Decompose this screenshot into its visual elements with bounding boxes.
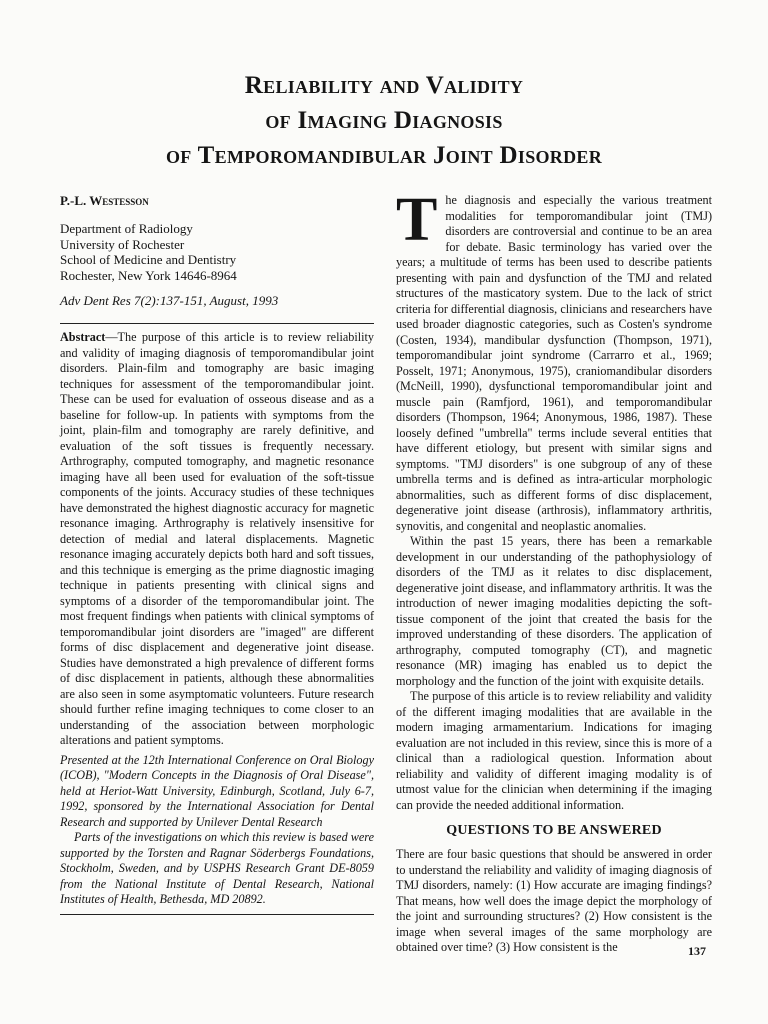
intro-paragraph-1	[396, 186, 712, 534]
affiliation-school: School of Medicine and Dentistry	[60, 252, 237, 268]
intro-paragraph-3: The purpose of this article is to review reliability and validity of the different imaging modalities that are available in the modern imaging armamentarium. Indications for imaging evaluation are not included in this review, since this is more of a clinical than a radiological question. Information about reliability and validity of different imaging modality is of utmost value for the clinician when determining if the imaging can provide the needed additional information.	[396, 689, 712, 812]
author-surname: Westesson	[89, 193, 149, 208]
affiliation-university: University of Rochester	[60, 236, 185, 252]
affiliation	[60, 221, 374, 283]
abstract	[60, 330, 374, 749]
author-name	[60, 193, 374, 209]
presentation-funding: Parts of the investigations on which this review is based were supported by the Torsten and Ragnar Söderbergs Foundations, Stockholm, Sweden, and by USPHS Research Grant DE-8059 from the National Institute of Dental Research, National Institutes of Health, Bethesda, MD 20892.	[60, 830, 374, 907]
abstract-divider	[60, 323, 374, 324]
footnote-divider	[60, 914, 374, 915]
author-initials: P.-L.	[60, 193, 90, 208]
left-column	[60, 193, 374, 915]
section-heading: QUESTIONS TO BE ANSWERED	[446, 823, 662, 838]
article-title	[0, 68, 768, 173]
presentation-conference: Presented at the 12th International Conference on Oral Biology (ICOB), "Modern Concepts in the Diagnosis of Oral Disease", held at Heriot-Watt University, Edinburgh, Scotland, July 6-7, 1992, sponsored by the International Association for Dental Research and supported by Unilever Dental Research	[60, 752, 374, 829]
right-column	[396, 186, 712, 956]
section-body	[396, 847, 712, 956]
intro-paragraph-2: Within the past 15 years, there has been a remarkable development in our understanding of the pathophysiology of disorders of the TMJ as it relates to disc displacement, degenerative joint disease, and inflammatory arthritis. It was the introduction of newer imaging modalities depicting the soft-tissue component of the joint that created the basis for the improved understanding of these disorders. The application of arthrography, computed tomography (CT), and magnetic resonance (MR) imaging has enabled us to depict the morphology and the function of the joint with exquisite details.	[396, 534, 712, 688]
intro-paragraph-1-text: he diagnosis and especially the various treatment modalities for temporomandibular joint (TMJ) disorders are controversial and continue to be an area for debate. Basic terminology has varied over the years; a multitude of terms has been used to describe patients presenting with pain and dysfunction of the TMJ and related structures of the masticatory system. Due to the lack of strict criteria for differential diagnosis, clinicians and researchers have used broader diagnostic categories, such as Costen's syndrome (Costen, 1934), mandibular dysfunction (Thompson, 1971), temporomandibular joint syndrome (Carrarro et al., 1969; Posselt, 1971; Anonymous, 1975), craniomandibular disorders (McNeill, 1990), dysfunctional temporomandibular joint and muscle pain (Ramfjord, 1961), and temporomandibular disorders (Thompson, 1964; Anonymous, 1986, 1987). These loosely defined "umbrella" terms include several entities that have different etiology, but present with similar signs and symptoms. "TMJ disorders" is one subgroup of any of these umbrella terms and is defined as intra-articular morphologic abnormalities, such as different forms of disc displacement, degenerative joint disease (arthrosis), inflammatory arthritis, synovitis, and congenital and neoplastic anomalies.	[396, 193, 712, 533]
abstract-text: —The purpose of this article is to review reliability and validity of imaging diagnosis of temporomandibular joint disorders. Plain-film and tomography are basic imaging techniques for assessment of the temporomandibular joint. These can be used for evaluation of osseous disease and as a baseline for follow-up. In patients with symptoms from the joint, plain-film and tomography are rarely definitive, and evaluation of the soft tissues is frequently necessary. Arthrography, computed tomography, and magnetic resonance imaging have all been used for evaluation of the soft-tissue components of the joints. Accuracy studies of these techniques have demonstrated the highest diagnostic accuracy for magnetic resonance imaging. Arthrography is relatively insensitive for detection of medial and lateral displacements. Magnetic resonance imaging accurately depicts both hard and soft tissues, and this technique is emerging as the prime diagnostic imaging technique in patients presenting with clinical signs and symptoms of a disorder of the temporomandibular joint. The most frequent findings when patients with clinical symptoms of temporomandibular joint disorders are "imaged" are different forms of disc displacement and degenerative joint disease. Studies have demonstrated a high prevalence of different forms of disc displacement in patients, although these abnormalities are also seen in some asymptomatic volunteers. Future research should further refine imaging techniques to come closer to an understanding of the association between morphologic alterations and patient symptoms.	[60, 330, 374, 748]
introduction	[396, 186, 712, 813]
affiliation-department: Department of Radiology	[60, 221, 193, 236]
title-line-1: Reliability and Validity	[244, 72, 524, 99]
drop-cap: T	[396, 186, 438, 254]
title-line-2: of Imaging Diagnosis	[265, 107, 503, 134]
journal-citation: Adv Dent Res 7(2):137-151, August, 1993	[60, 293, 279, 309]
presentation-note	[60, 753, 374, 908]
page-number: 137	[688, 944, 706, 958]
section-paragraph: There are four basic questions that should be answered in order to understand the reliability and validity of imaging diagnosis of TMJ disorders, namely: (1) How accurate are imaging findings? That means, how well does the image depict the morphology of the joint and surrounding structures? (2) How consistent is the image when several images of the same morphology are obtained over time? (3) How consistent is the	[396, 847, 712, 954]
abstract-label: Abstract	[60, 330, 106, 345]
affiliation-address: Rochester, New York 14646-8964	[60, 267, 237, 283]
title-line-3: of Temporomandibular Joint Disorder	[165, 142, 603, 169]
